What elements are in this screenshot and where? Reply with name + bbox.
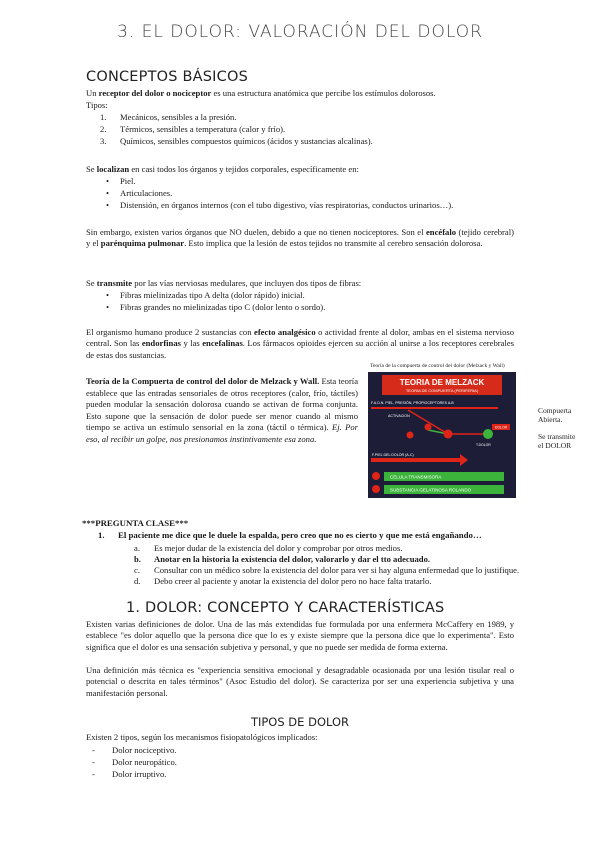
note-line: Abierta. [538,415,563,424]
list-item: • Articulaciones. [106,188,173,198]
list-item-text: Distensión, en órganos internos (con el tubo digestivo, vías respiratorias, conductos urinarios…). [120,200,454,210]
node-circle [444,430,453,439]
option-text: Anotar en la historia la existencia del dolor, valorarlo y dar el tto adecuado. [154,554,431,564]
paragraph-tipos-intro: Existen 2 tipos, según los mecanismos fisiopatológicos implicados: [86,732,318,742]
diagram-label-pain-fibers: F.PIEL DEL DOLOR (A-C) [372,453,414,457]
paragraph-transmite [86,278,514,289]
note-line: el DOLOR [538,441,572,450]
figure-caption: Teoría de la compuerta de control del dolor (Melzack y Wall) [370,363,505,369]
paragraph-dolor-tecnica: Una definición más técnica es "experiencia sensitiva emocional y desagradable ocasionada por una lesión tisular real o potencial o descrita en tales términos" (Asoc Estudio del dolor). Se caracteriza por ser una experiencia subjetiva y una manifestación personal. [86,665,514,698]
list-item: • Distensión, en órganos internos (con el tubo digestivo, vías respiratorias, conductos urinarios…). [106,200,454,210]
diagram-label-dolor: DOLOR [494,425,508,430]
list-item: - Dolor neuropático. [92,757,177,767]
option-a [134,543,402,554]
melzack-diagram [368,372,516,498]
section-heading-dolor: 1. DOLOR: CONCEPTO Y CARACTERÍSTICAS [126,600,445,616]
list-item-text: Mecánicos, sensibles a la presión. [120,112,237,122]
list-item-text: Articulaciones. [120,188,173,198]
side-note-compuerta [538,406,571,424]
list-item-text: Fibras mielinizadas tipo A delta (dolor rápido) inicial. [120,290,305,300]
bold-term: efecto analgésico [254,327,316,337]
text: El organismo humano produce 2 sustancias con [86,327,254,337]
pregunta-question [98,530,482,541]
diagram-label-activacion: ACTIVACION [388,414,410,418]
paragraph-no-duelen [86,227,514,250]
option-text: Es mejor dudar de la existencia del dolor y comprobar por otros medios. [154,543,403,553]
text: Se [86,278,97,288]
note-line: Compuerta [538,406,572,415]
bold-term: transmite [96,278,133,288]
option-text: Debo creer al paciente y anotar la existencia del dolor pero no hace falta tratarlo. [154,576,432,586]
text: por las vías nerviosas medulares, que incluyen dos tipos de fibras: [132,278,362,288]
text: Esta teoría establece que las entradas sensoriales de otros receptores (calor, frío, táctiles) pueden modular la sensación dolorosa cuando se activan de forma conjunta. Esto supone que la sensación de dolor puede ser menor cuando al mismo tiempo se activa un estímulo sensorial en la zona (táctil o térmica). [86,376,359,433]
bold-term: Teoría de la Compuerta de control del dolor de Melzack y Wall. [86,376,320,386]
option-letter: a. [134,543,140,553]
list-item: • Fibras grandes no mielinizadas tipo C (dolor lento o sordo). [106,302,326,312]
text: Un [86,88,99,98]
paragraph-nociceptor [86,88,514,99]
text: es una estructura anatómica que percibe los estímulos dolorosos. [211,88,436,98]
diagram-header: TEORIA DE MELZACK [399,378,485,387]
list-item-text: Térmicos, sensibles a temperatura (calor y frío). [120,124,286,134]
text: . Esto implica que la lesión de estos tejidos no transmite al cerebro sensación dolorosa. [184,238,483,249]
bold-term: parénquima pulmonar [100,238,185,249]
diagram-label-fibras: F.A.D.N. PIEL, PRESIÓN, PROPIOCEPTORES A-B [371,401,454,405]
option-letter: d. [134,576,141,586]
option-text: Consultar con un médico sobre la existencia del dolor para ver si hay alguna enfermedad que lo justifique. [154,565,520,575]
side-note-transmite [538,432,575,450]
text: Se [86,164,97,174]
text: Sin embargo, existen varios órganos que NO duelen, debido a que no tienen nociceptores. Son el [86,227,426,237]
option-letter: b. [134,554,141,564]
diagram-box1: CELULA TRANSMISORA [390,474,442,480]
bold-term: localizan [96,164,130,174]
paragraph-teoria [86,376,358,446]
list-item: 2. Térmicos, sensibles a temperatura (calor y frío). [100,124,286,134]
text: . Los fármacos opioides ejercen su acción al unirse a los receptores cerebrales de estas dos sustancias. [86,338,515,360]
diagram-subheader: TEORIA DE COMPUERTA (PERIFERIA) [405,388,479,393]
node-circle [407,432,414,439]
legend-circle [372,485,380,493]
page-title: 3. EL DOLOR: VALORACIÓN DEL DOLOR [117,22,483,42]
paragraph-localizan [86,164,514,175]
list-item: 3. Químicos, sensibles compuestos químicos (ácidos y sustancias alcalinas). [100,136,373,146]
section-heading-conceptos: CONCEPTOS BÁSICOS [86,69,248,85]
question-number: 1. [98,530,105,540]
diagram-label-tdolor: T.DOLOR [476,443,491,447]
legend-circle [372,472,380,480]
tipos-label: Tipos: [86,100,108,110]
option-b [134,554,430,565]
list-item-text: Químicos, sensibles compuestos químicos (ácidos y sustancias alcalinas). [120,136,373,146]
bold-term: encéfalo [425,227,457,237]
note-line: Se transmite [538,432,576,441]
list-item-text: Dolor nociceptivo. [112,745,177,755]
section-heading-tipos-dolor: TIPOS DE DOLOR [250,715,350,729]
list-item: - Dolor nociceptivo. [92,745,177,755]
italic-example: Ej. Por eso, al recibir un golpe, nos presionamos instintivamente esa zona. [86,422,358,444]
paragraph-analgesico [86,327,514,361]
list-item-text: Piel. [120,176,136,186]
list-item: 1. Mecánicos, sensibles a la presión. [100,112,237,122]
pregunta-heading: ***PREGUNTA CLASE*** [82,518,189,528]
list-item-text: Fibras grandes no mielinizadas tipo C (dolor lento o sordo). [120,302,326,312]
bold-term: encefalinas [202,338,243,349]
list-item-text: Dolor irruptivo. [112,769,167,779]
option-c [134,565,519,576]
diagram-box2: SUBSTANCIA GELATINOSA ROLANDO [390,487,472,493]
bold-term: receptor del dolor o nociceptor [98,88,212,98]
bold-term: endorfinas [141,338,181,349]
option-d [134,576,431,587]
paragraph-dolor-definicion: Existen varias definiciones de dolor. Una de las más extendidas fue formulada por una enfermera McCaffery en 1989, y establece "es dolor aquello que la persona dice que lo es y existe siempre que la persona dice que lo experimenta". Esto significa que el dolor es una sensación subjetiva y personal, y que no puede ser medida de forma externa. [86,619,514,652]
text: (tejido cerebral) y el [86,227,514,249]
question-text: El paciente me dice que le duele la espalda, pero creo que no es cierto y que me está engañando… [118,530,482,540]
text: o actividad frente al dolor, ambas en el sistema nervioso central. Son las [86,327,515,349]
melzack-diagram-svg [368,372,516,498]
text: en casi todos los órganos y tejidos corporales, específicamente en: [129,164,359,174]
option-letter: c. [134,565,140,575]
list-item-text: Dolor neuropático. [112,757,177,767]
list-item: • Piel. [106,176,136,186]
text: y las [180,338,203,349]
list-item: - Dolor irruptivo. [92,769,167,779]
node-circle [425,424,432,431]
gate-circle [483,429,493,439]
list-item: • Fibras mielinizadas tipo A delta (dolor rápido) inicial. [106,290,305,300]
